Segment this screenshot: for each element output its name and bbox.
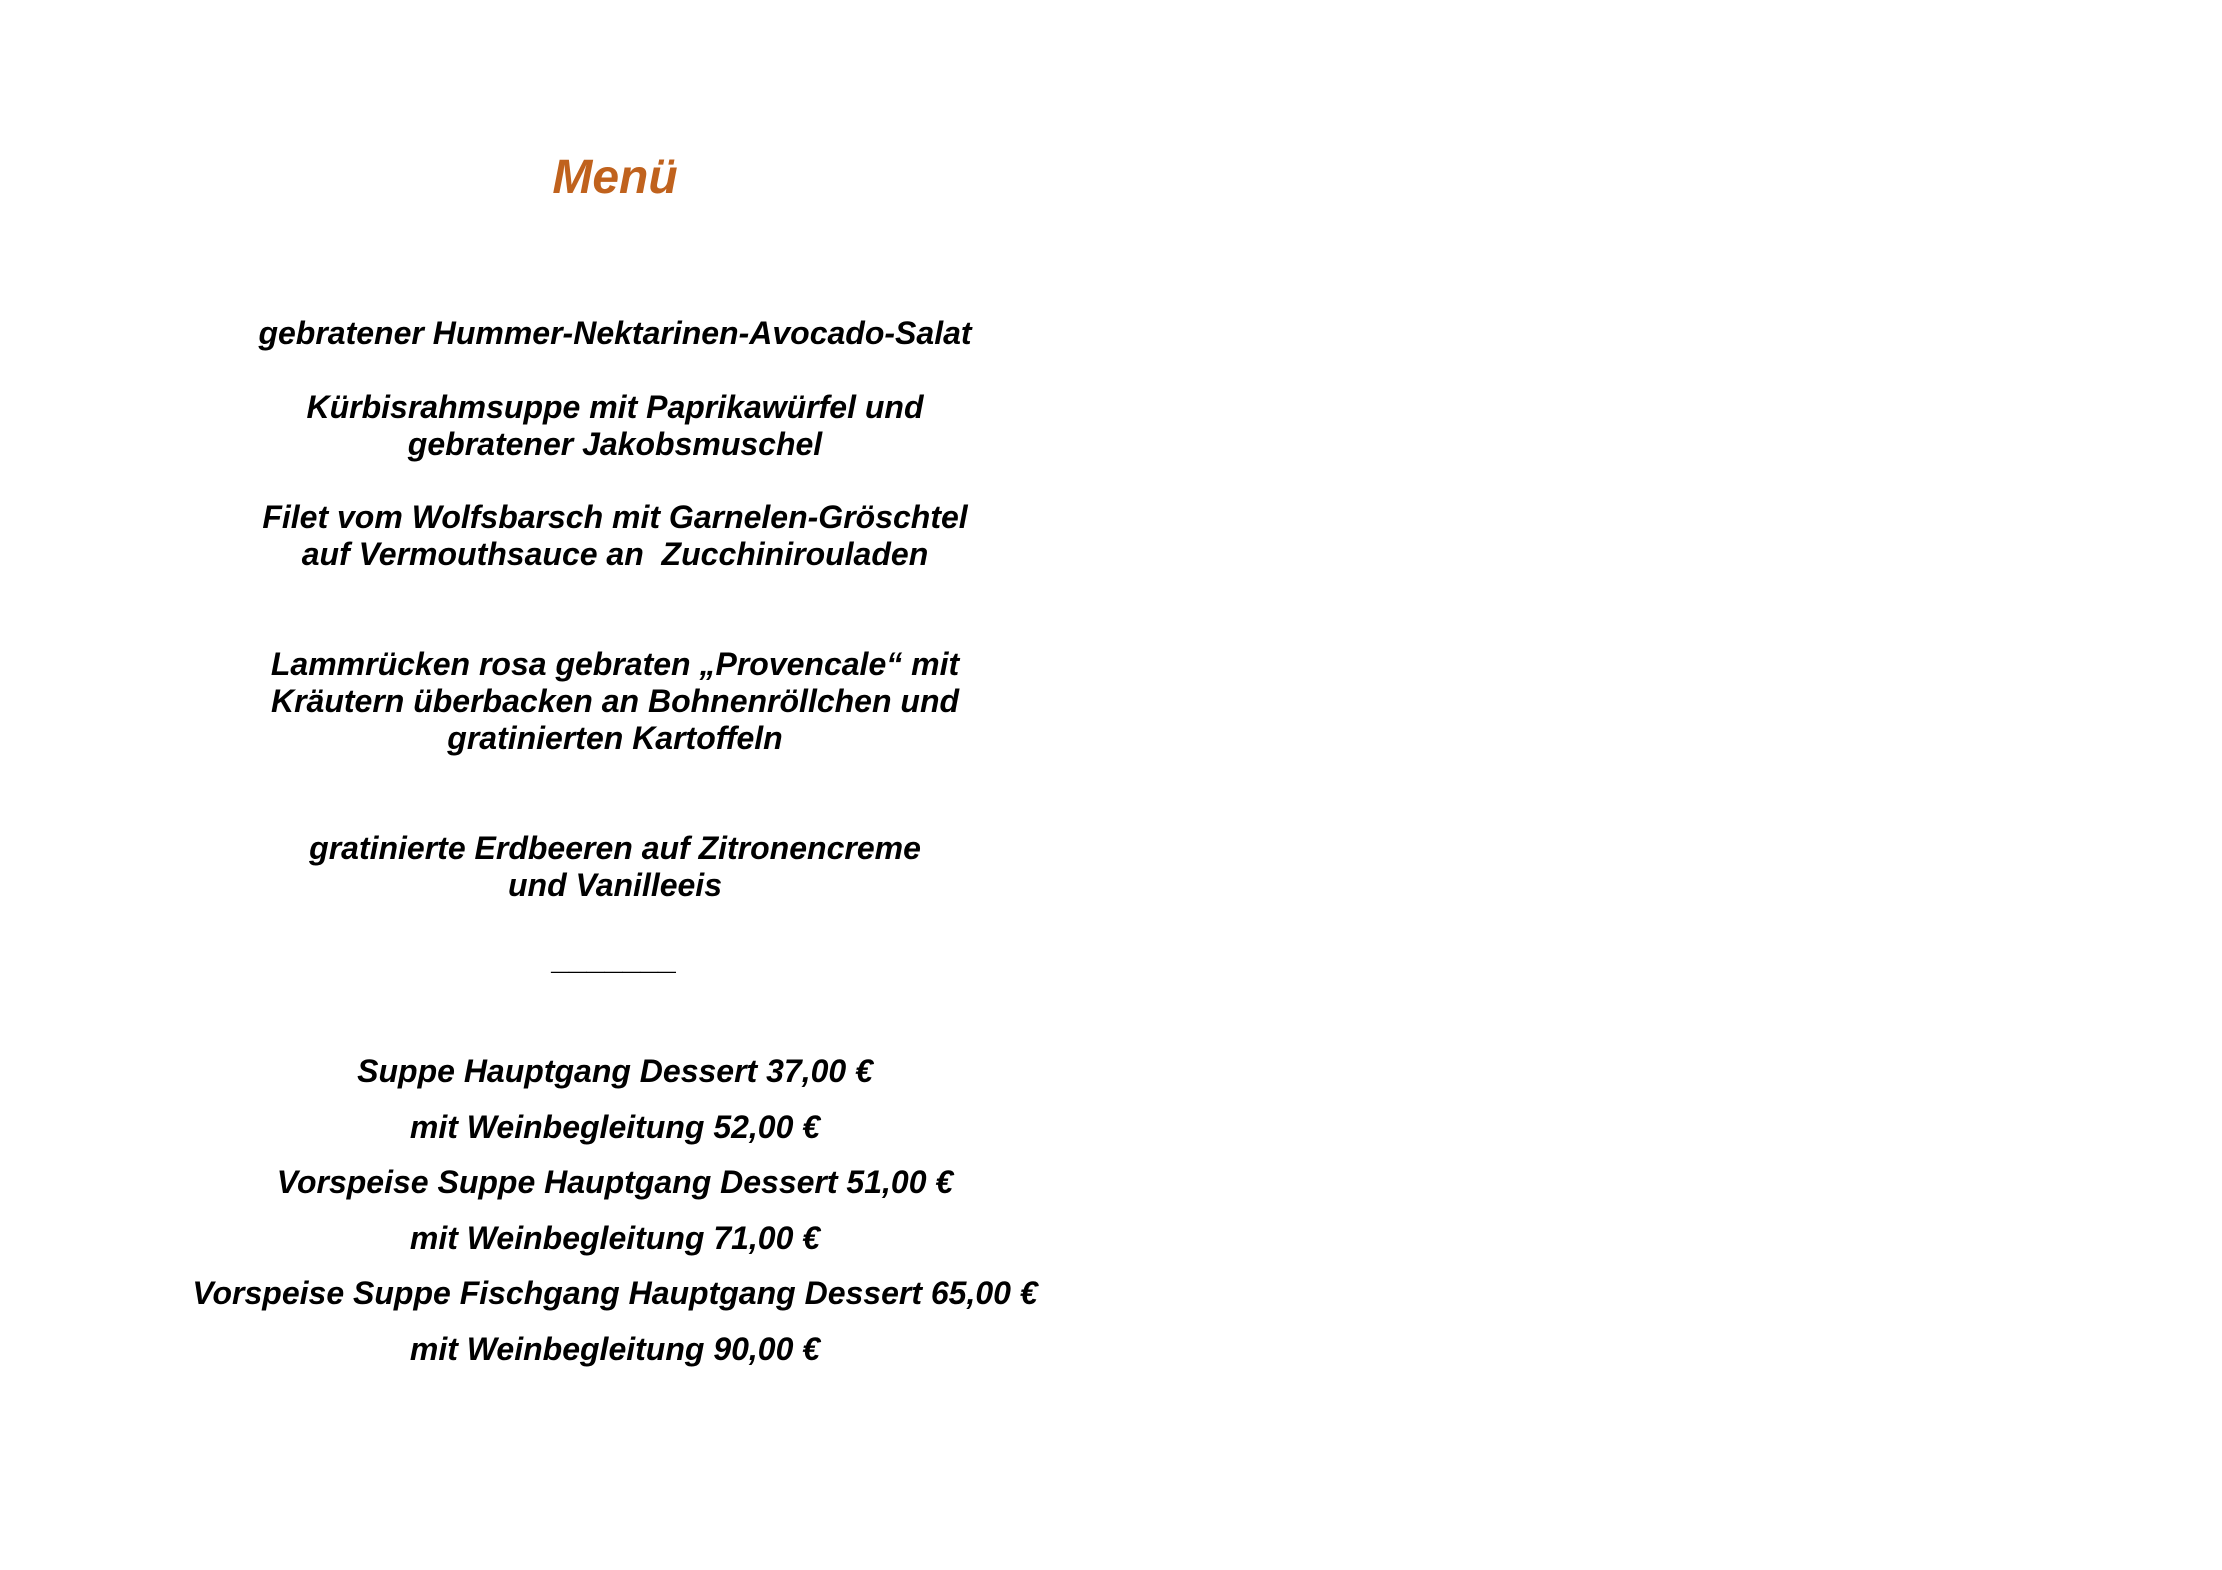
- course-soup: [100, 389, 1130, 463]
- course-line: gratinierten Kartoffeln: [447, 720, 783, 756]
- price-option: mit Weinbegleitung 71,00 €: [409, 1219, 821, 1256]
- course-line: Lammrücken rosa gebraten „Provencale“ mit: [270, 646, 960, 682]
- price-list: [100, 1053, 1130, 1386]
- course-line: Kürbisrahmsuppe mit Paprikawürfel und: [306, 389, 924, 425]
- price-option: Vorspeise Suppe Hauptgang Dessert 51,00 €: [276, 1164, 954, 1200]
- price-option: Vorspeise Suppe Fischgang Hauptgang Dessert 65,00 €: [192, 1275, 1038, 1311]
- course-line: auf Vermouthsauce an Zucchinirouladen: [301, 536, 929, 572]
- course-line: Filet vom Wolfsbarsch mit Garnelen-Gröschtel: [262, 499, 968, 535]
- price-option: Suppe Hauptgang Dessert 37,00 €: [357, 1053, 873, 1089]
- course-starter: [100, 315, 1130, 352]
- price-option: mit Weinbegleitung 90,00 €: [409, 1330, 821, 1367]
- course-fish: [100, 499, 1130, 573]
- course-dessert: [100, 830, 1130, 904]
- price-option: mit Weinbegleitung 52,00 €: [409, 1108, 821, 1145]
- menu-title: Menü: [552, 151, 678, 204]
- course-main: [100, 646, 1130, 757]
- course-line: und Vanilleeis: [508, 867, 722, 903]
- divider-line: _______: [552, 940, 678, 976]
- course-line: Kräutern überbacken an Bohnenröllchen und: [270, 683, 960, 719]
- course-line: gratinierte Erdbeeren auf Zitronencreme: [309, 830, 921, 866]
- course-line: gebratener Hummer-Nektarinen-Avocado-Salat: [258, 315, 972, 351]
- course-line: gebratener Jakobsmuschel: [407, 426, 823, 462]
